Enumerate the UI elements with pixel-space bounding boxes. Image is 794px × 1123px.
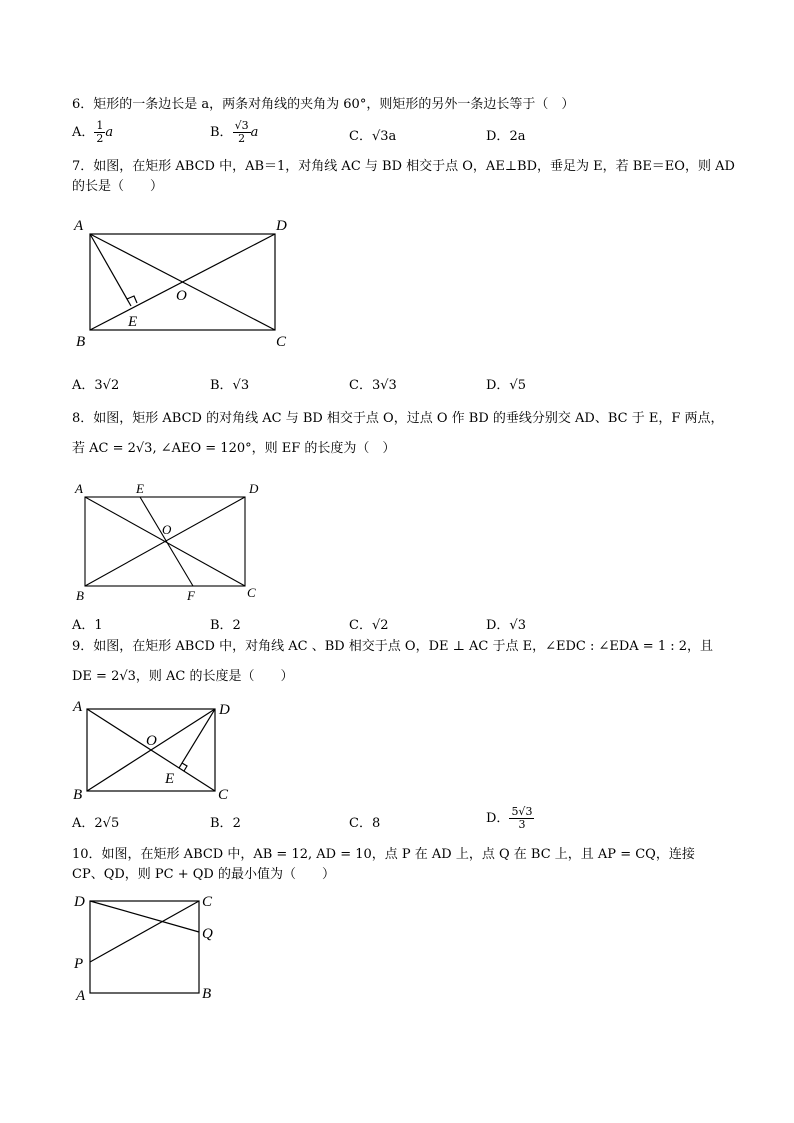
q10-label-b: B (202, 986, 212, 1002)
option-label: B． (210, 125, 233, 140)
q7-label-c: C (276, 334, 287, 350)
q8-option-a: A．1 (72, 618, 103, 633)
q10-rectangle (90, 901, 199, 993)
q7-option-d: D．√5 (486, 378, 526, 393)
q9-label-a: A (73, 699, 83, 715)
q9-stem-line1: 9．如图，在矩形 ABCD 中，对角线 AC 、BD 相交于点 O，DE ⊥ AC 于点 E，∠EDC : ∠EDA = 1 : 2，且 (72, 639, 714, 654)
q9-label-o: O (146, 733, 157, 749)
q8-label-a: A (75, 481, 83, 496)
option-text: √3a (371, 129, 397, 144)
q8-option-c: C．√2 (349, 618, 389, 633)
option-label: D． (486, 129, 510, 144)
q7-label-d: D (276, 218, 287, 234)
q8-label-e: E (136, 481, 144, 496)
q9-option-a (72, 815, 119, 833)
q10-stem-line2: CP、QD，则 PC + QD 的最小值为（ ） (72, 867, 335, 882)
denominator: 2 (238, 132, 246, 145)
q8-label-f: F (187, 588, 195, 603)
option-label: D． (486, 811, 510, 826)
q7-figure (90, 234, 275, 330)
q9-figure (87, 709, 215, 791)
q8-label-c: C (247, 585, 256, 600)
option-label: A． (72, 816, 95, 831)
q10-label-c: C (202, 894, 213, 910)
q8-option-b: B．2 (210, 618, 241, 633)
q8-label-d: D (249, 481, 259, 496)
numerator: √3 (234, 119, 249, 132)
option-label: C． (349, 129, 372, 144)
q6-stem: 6．矩形的一条边长是 a，两条对角线的夹角为 60°，则矩形的另外一条边长等于（ ） (72, 97, 575, 112)
q8-label-o: O (162, 522, 172, 537)
q8-figure (85, 497, 245, 586)
q9-option-d (486, 806, 534, 831)
q9-stem-line2: DE = 2√3，则 AC 的长度是（ ） (72, 669, 294, 684)
numerator: 1 (96, 119, 104, 132)
q7-stem-line2: 的长是（ ） (72, 179, 164, 194)
q7-label-a: A (74, 218, 84, 234)
q7-option-b: B．√3 (210, 378, 250, 393)
q9-label-b: B (73, 787, 83, 803)
q10-figure (90, 901, 199, 993)
option-label: B． (210, 816, 233, 831)
option-text: 2 (232, 816, 241, 831)
q7-label-b: B (76, 334, 86, 350)
option-label: C． (349, 816, 372, 831)
q9-option-b (210, 815, 241, 833)
q8-label-b: B (76, 588, 84, 603)
q9-label-d: D (219, 702, 230, 718)
q10-label-p: P (74, 956, 84, 972)
q10-stem-line1: 10．如图，在矩形 ABCD 中，AB = 12, AD = 10，点 P 在 AD 上，点 Q 在 BC 上，且 AP = CQ，连接 (72, 847, 695, 862)
q7-option-c: C．3√3 (349, 378, 397, 393)
q7-stem-line1: 7．如图，在矩形 ABCD 中，AB＝1，对角线 AC 与 BD 相交于点 O，AE⊥BD，垂足为 E，若 BE＝EO，则 AD (72, 159, 735, 174)
q8-segment-ef (140, 497, 193, 586)
q7-label-e: E (128, 314, 138, 330)
q10-label-d: D (74, 894, 85, 910)
option-text: 8 (371, 816, 381, 831)
q8-stem-line2: 若 AC = 2√3, ∠AEO = 120°，则 EF 的长度为（ ） (72, 441, 396, 456)
q8-stem-line1: 8．如图，矩形 ABCD 的对角线 AC 与 BD 相交于点 O，过点 O 作 BD 的垂线分别交 AD、BC 于 E，F 两点， (72, 411, 724, 426)
q10-label-a: A (76, 988, 86, 1004)
q10-segment-pc (90, 901, 199, 962)
q9-label-e: E (165, 771, 175, 787)
q7-label-o: O (176, 288, 187, 304)
q8-option-d: D．√3 (486, 618, 526, 633)
denominator: 2 (96, 132, 104, 145)
q9-segment-de (179, 709, 215, 768)
denominator: 3 (518, 818, 526, 831)
q9-option-c (349, 815, 380, 833)
q7-option-a: A．3√2 (72, 378, 120, 393)
fraction (509, 806, 534, 831)
option-text: 2a (509, 129, 526, 144)
q10-label-q: Q (202, 926, 213, 942)
option-text: 2√5 (94, 816, 120, 831)
q9-label-c: C (218, 787, 229, 803)
option-tail: a (250, 125, 259, 140)
q10-segment-dq (90, 901, 199, 932)
option-label: A． (72, 125, 95, 140)
option-tail: a (105, 125, 114, 140)
numerator: 5√3 (511, 805, 533, 818)
